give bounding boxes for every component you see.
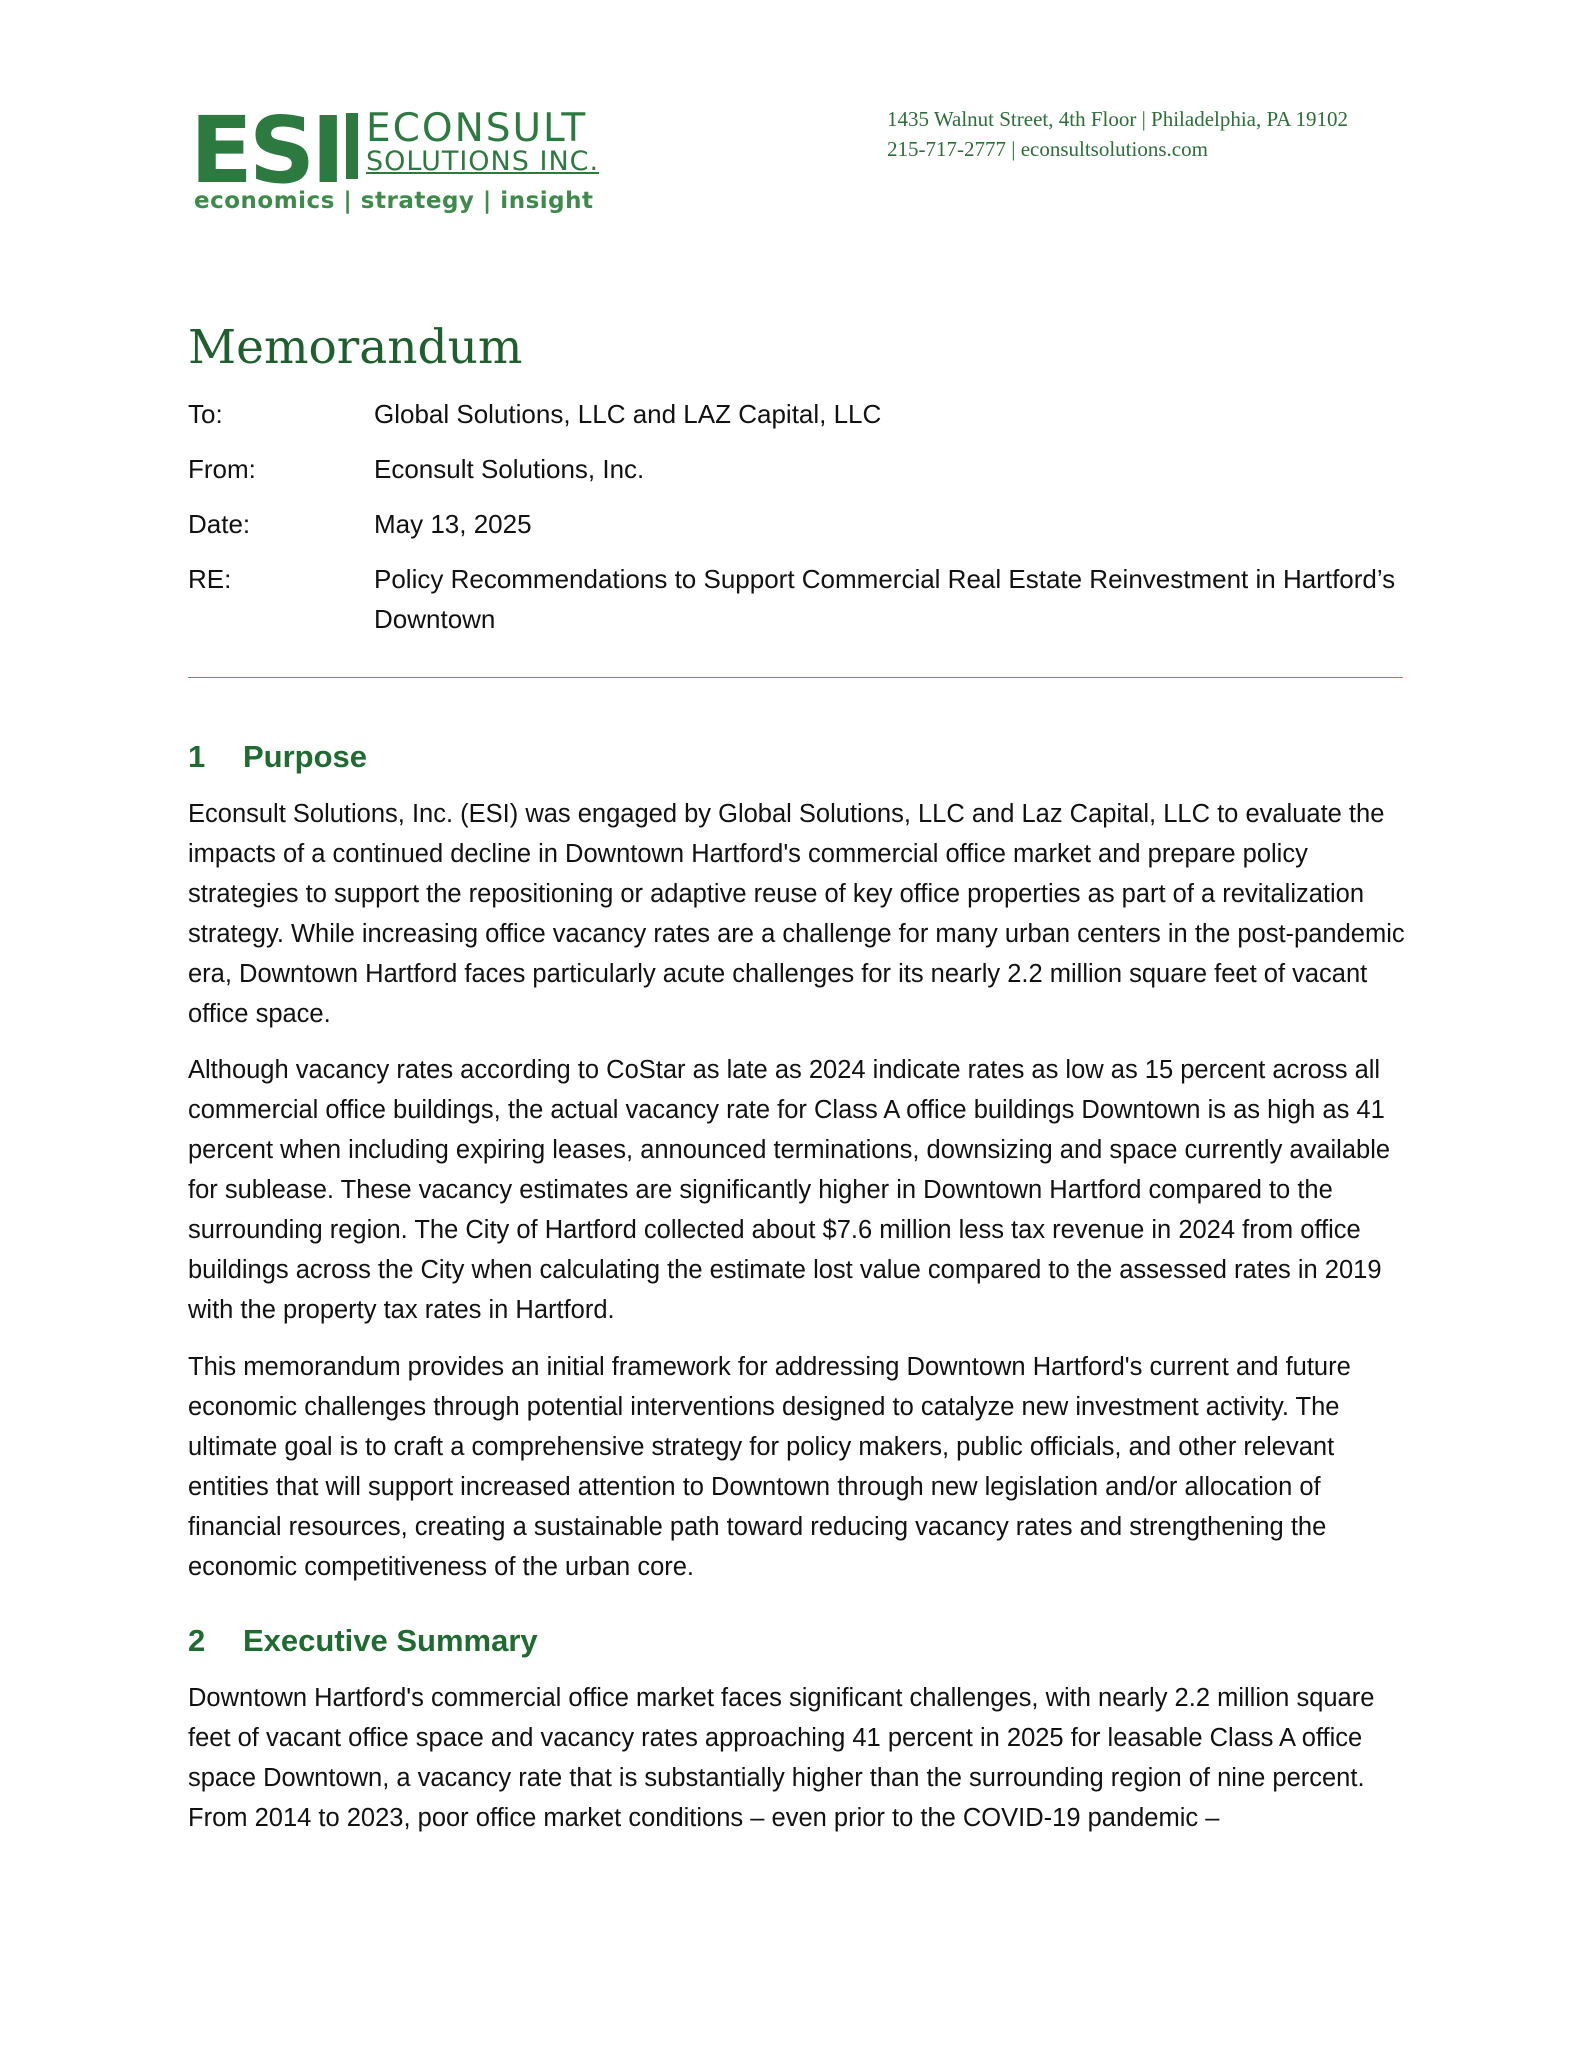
section-heading-executive-summary [188, 1621, 538, 1661]
section-number: 2 [188, 1623, 206, 1658]
section-title: Purpose [243, 739, 368, 774]
date-label: Date: [188, 509, 251, 539]
section-number: 1 [188, 739, 206, 774]
re-label: RE: [188, 564, 232, 594]
address-line2: 215-717-2777 | econsultsolutions.com [887, 137, 1208, 161]
from-label: From: [188, 454, 256, 484]
logo-name-line2: SOLUTIONS INC. [366, 146, 600, 177]
section-title: Executive Summary [243, 1623, 538, 1658]
letterhead-address [887, 104, 1348, 164]
section-heading-purpose [188, 737, 367, 777]
to-label: To: [188, 399, 223, 429]
logo-mark: ESI [190, 97, 342, 204]
logo-name-line1: ECONSULT [366, 106, 588, 151]
address-line1: 1435 Walnut Street, 4th Floor | Philadelphia, PA 19102 [887, 107, 1349, 131]
header-divider [188, 677, 1403, 678]
paragraph: Downtown Hartford's commercial office market faces significant challenges, with nearly 2.2 million square feet of vacant office space and vacancy rates approaching 41 percent in 2025 for leasable Class A office space Downtown, a vacancy rate that is substantially higher than the surrounding region of nine percent. From 2014 to 2023, poor office market conditions – even prior to the COVID-19 pandemic – [188, 1684, 1375, 1832]
memo-title: Memorandum [188, 320, 523, 375]
paragraph: Although vacancy rates according to CoStar as late as 2024 indicate rates as low as 15 percent across all commercial office buildings, the actual vacancy rate for Class A office buildings Downtown is as high as 41 percent when including expiring leases, announced terminations, downsizing and space currently available for sublease. These vacancy estimates are significantly higher in Downtown Hartford compared to the surrounding region. The City of Hartford collected about $7.6 million less tax revenue in 2024 from office buildings across the City when calculating the estimate lost value compared to the assessed rates in 2019 with the property tax rates in Hartford. [188, 1056, 1391, 1324]
econsult-logo [190, 97, 630, 225]
to-value: Global Solutions, LLC and LAZ Capital, LLC [374, 399, 882, 429]
paragraph: This memorandum provides an initial framework for addressing Downtown Hartford's current and future economic challenges through potential interventions designed to catalyze new investment activity. The ultimate goal is to craft a comprehensive strategy for policy makers, public officials, and other relevant entities that will support increased attention to Downtown through new legislation and/or allocation of financial resources, creating a sustainable path toward reducing vacancy rates and strengthening the economic competitiveness of the urban core. [188, 1353, 1351, 1581]
date-value: May 13, 2025 [374, 509, 532, 539]
logo-divider [346, 113, 358, 179]
paragraph: Econsult Solutions, Inc. (ESI) was engaged by Global Solutions, LLC and Laz Capital, LLC to evaluate the impacts of a continued decline in Downtown Hartford's commercial office market and prepare policy strategies to support the repositioning or adaptive reuse of key office properties as part of a revitalization strategy. While increasing office vacancy rates are a challenge for many urban centers in the post-pandemic era, Downtown Hartford faces particularly acute challenges for its nearly 2.2 million square feet of vacant office space. [188, 800, 1405, 1028]
re-value: Policy Recommendations to Support Commercial Real Estate Reinvestment in Hartford’s Downtown [374, 564, 1396, 634]
from-value: Econsult Solutions, Inc. [374, 454, 645, 484]
logo-tagline: economics | strategy | insight [194, 188, 594, 214]
